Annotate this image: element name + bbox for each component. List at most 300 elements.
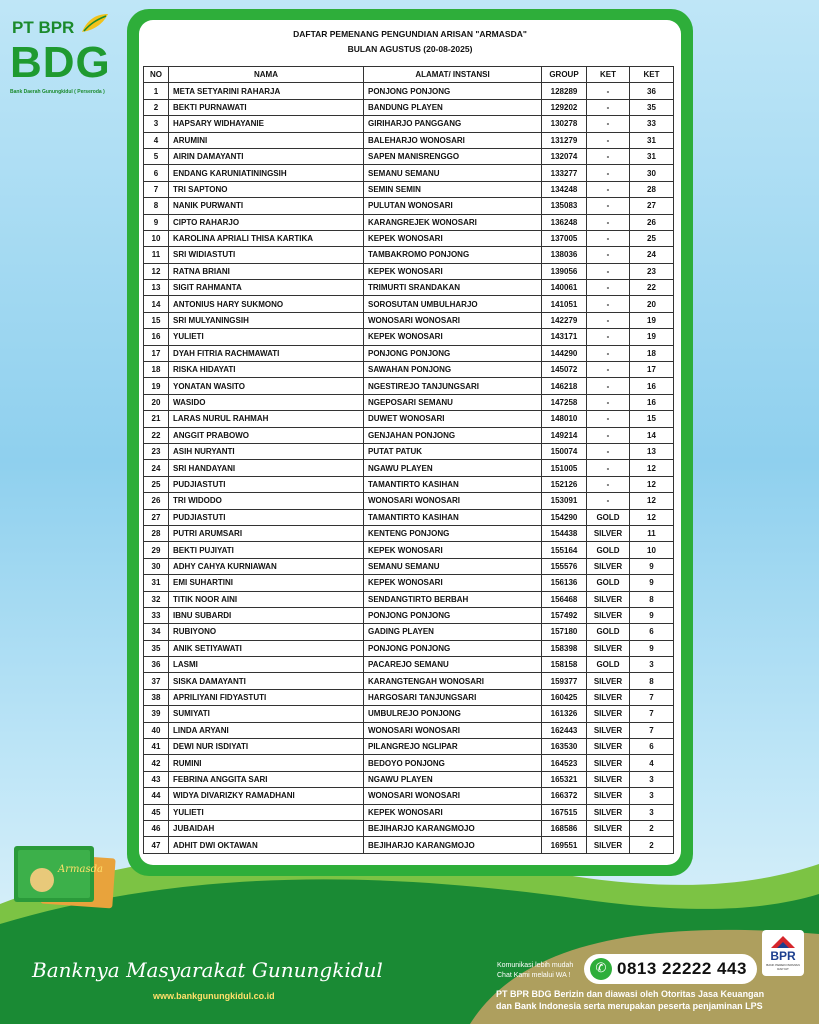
cell-ket: - <box>587 296 630 312</box>
cell-no: 14 <box>144 296 169 312</box>
cell-ket-2: 24 <box>630 247 674 263</box>
cell-alamat: PUTAT PATUK <box>364 443 542 459</box>
cell-ket: SILVER <box>587 558 630 574</box>
cell-ket: - <box>587 116 630 132</box>
table-row <box>144 657 674 673</box>
legal-line-2: dan Bank Indonesia serta merupakan peserta penjaminan LPS <box>496 1001 763 1011</box>
cell-nama: YULIETI <box>169 804 364 820</box>
cell-alamat: KARANGTENGAH WONOSARI <box>364 673 542 689</box>
cell-ket: SILVER <box>587 706 630 722</box>
table-row <box>144 575 674 591</box>
cell-ket-2: 2 <box>630 820 674 836</box>
cell-ket: - <box>587 394 630 410</box>
header-group: GROUP <box>542 67 587 83</box>
cell-ket: - <box>587 99 630 115</box>
whatsapp-invite-line-1: Komunikasi lebih mudah <box>497 962 574 969</box>
cell-ket: SILVER <box>587 755 630 771</box>
bpr-logo-subtext: BANK PEREKONOMIAN RAKYAT <box>766 963 800 971</box>
cell-ket-2: 9 <box>630 558 674 574</box>
table-row <box>144 788 674 804</box>
cell-nama: SRI HANDAYANI <box>169 460 364 476</box>
table-row <box>144 443 674 459</box>
cell-ket-2: 14 <box>630 427 674 443</box>
cell-no: 13 <box>144 280 169 296</box>
cell-nama: SRI MULYANINGSIH <box>169 312 364 328</box>
cell-no: 33 <box>144 607 169 623</box>
table-row <box>144 345 674 361</box>
table-row <box>144 181 674 197</box>
cell-no: 28 <box>144 525 169 541</box>
table-row <box>144 755 674 771</box>
cell-nama: META SETYARINI RAHARJA <box>169 83 364 99</box>
cell-no: 5 <box>144 148 169 164</box>
cell-nama: BEKTI PUJIYATI <box>169 542 364 558</box>
table-row <box>144 722 674 738</box>
table-row <box>144 247 674 263</box>
cell-ket: - <box>587 427 630 443</box>
cell-no: 18 <box>144 362 169 378</box>
cell-nama: APRILIYANI FIDYASTUTI <box>169 689 364 705</box>
bpr-logo-text: BPR <box>770 949 796 963</box>
cell-ket-2: 20 <box>630 296 674 312</box>
cell-alamat: BEDOYO PONJONG <box>364 755 542 771</box>
cell-group: 157180 <box>542 624 587 640</box>
table-row <box>144 804 674 820</box>
table-row <box>144 132 674 148</box>
cell-ket-2: 35 <box>630 99 674 115</box>
whatsapp-icon: ✆ <box>590 958 612 980</box>
cell-ket: - <box>587 280 630 296</box>
cell-ket: GOLD <box>587 509 630 525</box>
cell-ket-2: 13 <box>630 443 674 459</box>
cell-group: 158158 <box>542 657 587 673</box>
armasda-brochure-image <box>12 842 122 912</box>
cell-ket: - <box>587 181 630 197</box>
cell-group: 161326 <box>542 706 587 722</box>
cell-ket-2: 15 <box>630 411 674 427</box>
header-no: NO <box>144 67 169 83</box>
cell-no: 39 <box>144 706 169 722</box>
cell-nama: TRI WIDODO <box>169 493 364 509</box>
table-row <box>144 591 674 607</box>
cell-alamat: PONJONG PONJONG <box>364 345 542 361</box>
table-row <box>144 116 674 132</box>
cell-ket-2: 31 <box>630 148 674 164</box>
cell-group: 158398 <box>542 640 587 656</box>
cell-group: 133277 <box>542 165 587 181</box>
cell-alamat: NGAWU PLAYEN <box>364 460 542 476</box>
table-row <box>144 378 674 394</box>
cell-alamat: SEMANU SEMANU <box>364 558 542 574</box>
footer-website-link[interactable]: www.bankgunungkidul.co.id <box>153 991 275 1001</box>
cell-no: 36 <box>144 657 169 673</box>
cell-alamat: BEJIHARJO KARANGMOJO <box>364 837 542 853</box>
cell-alamat: TAMBAKROMO PONJONG <box>364 247 542 263</box>
cell-ket-2: 10 <box>630 542 674 558</box>
cell-group: 148010 <box>542 411 587 427</box>
cell-ket-2: 16 <box>630 394 674 410</box>
cell-group: 167515 <box>542 804 587 820</box>
cell-nama: RUBIYONO <box>169 624 364 640</box>
table-row <box>144 640 674 656</box>
table-row <box>144 83 674 99</box>
table-row <box>144 427 674 443</box>
cell-no: 34 <box>144 624 169 640</box>
cell-ket-2: 17 <box>630 362 674 378</box>
cell-ket: GOLD <box>587 542 630 558</box>
cell-no: 47 <box>144 837 169 853</box>
cell-alamat: KEPEK WONOSARI <box>364 575 542 591</box>
cell-group: 155576 <box>542 558 587 574</box>
cell-nama: LASMI <box>169 657 364 673</box>
cell-ket-2: 27 <box>630 198 674 214</box>
logo-tagline: Bank Daerah Gunungkidul ( Perseroda ) <box>10 89 105 95</box>
cell-group: 142279 <box>542 312 587 328</box>
cell-nama: LINDA ARYANI <box>169 722 364 738</box>
cell-nama: WIDYA DIVARIZKY RAMADHANI <box>169 788 364 804</box>
cell-nama: NANIK PURWANTI <box>169 198 364 214</box>
cell-alamat: BALEHARJO WONOSARI <box>364 132 542 148</box>
cell-group: 169551 <box>542 837 587 853</box>
cell-ket: SILVER <box>587 689 630 705</box>
cell-no: 43 <box>144 771 169 787</box>
table-row <box>144 198 674 214</box>
cell-alamat: PACAREJO SEMANU <box>364 657 542 673</box>
cell-nama: JUBAIDAH <box>169 820 364 836</box>
cell-alamat: WONOSARI WONOSARI <box>364 493 542 509</box>
cell-ket-2: 16 <box>630 378 674 394</box>
cell-nama: CIPTO RAHARJO <box>169 214 364 230</box>
cell-alamat: BEJIHARJO KARANGMOJO <box>364 820 542 836</box>
cell-group: 132074 <box>542 148 587 164</box>
cell-ket-2: 12 <box>630 509 674 525</box>
cell-ket: - <box>587 345 630 361</box>
cell-ket: - <box>587 132 630 148</box>
cell-alamat: GIRIHARJO PANGGANG <box>364 116 542 132</box>
cell-ket-2: 36 <box>630 83 674 99</box>
cell-group: 149214 <box>542 427 587 443</box>
winners-table <box>143 66 674 854</box>
cell-group: 141051 <box>542 296 587 312</box>
cell-ket: - <box>587 165 630 181</box>
cell-alamat: GADING PLAYEN <box>364 624 542 640</box>
cell-nama: EMI SUHARTINI <box>169 575 364 591</box>
cell-group: 159377 <box>542 673 587 689</box>
cell-nama: YULIETI <box>169 329 364 345</box>
table-row <box>144 362 674 378</box>
cell-alamat: KEPEK WONOSARI <box>364 804 542 820</box>
cell-ket: SILVER <box>587 673 630 689</box>
cell-no: 20 <box>144 394 169 410</box>
cell-no: 11 <box>144 247 169 263</box>
table-body <box>144 83 674 853</box>
cell-nama: BEKTI PURNAWATI <box>169 99 364 115</box>
cell-alamat: PONJONG PONJONG <box>364 640 542 656</box>
cell-no: 7 <box>144 181 169 197</box>
cell-nama: RATNA BRIANI <box>169 263 364 279</box>
cell-no: 38 <box>144 689 169 705</box>
cell-nama: ENDANG KARUNIATININGSIH <box>169 165 364 181</box>
cell-nama: LARAS NURUL RAHMAH <box>169 411 364 427</box>
cell-no: 32 <box>144 591 169 607</box>
cell-nama: IBNU SUBARDI <box>169 607 364 623</box>
table-row <box>144 296 674 312</box>
cell-alamat: KEPEK WONOSARI <box>364 329 542 345</box>
cell-group: 164523 <box>542 755 587 771</box>
cell-ket: - <box>587 263 630 279</box>
cell-no: 26 <box>144 493 169 509</box>
cell-ket-2: 30 <box>630 165 674 181</box>
cell-ket-2: 6 <box>630 739 674 755</box>
cell-ket: - <box>587 148 630 164</box>
cell-no: 9 <box>144 214 169 230</box>
cell-group: 139056 <box>542 263 587 279</box>
document-title <box>139 27 681 57</box>
cell-no: 15 <box>144 312 169 328</box>
cell-nama: ANGGIT PRABOWO <box>169 427 364 443</box>
cell-alamat: KEPEK WONOSARI <box>364 230 542 246</box>
cell-no: 44 <box>144 788 169 804</box>
cell-nama: DYAH FITRIA RACHMAWATI <box>169 345 364 361</box>
cell-nama: WASIDO <box>169 394 364 410</box>
table-row <box>144 739 674 755</box>
cell-no: 21 <box>144 411 169 427</box>
table-row <box>144 673 674 689</box>
cell-ket-2: 7 <box>630 689 674 705</box>
cell-no: 45 <box>144 804 169 820</box>
table-row <box>144 460 674 476</box>
cell-alamat: KEPEK WONOSARI <box>364 263 542 279</box>
cell-group: 140061 <box>542 280 587 296</box>
cell-no: 40 <box>144 722 169 738</box>
cell-ket: - <box>587 83 630 99</box>
cell-ket: - <box>587 198 630 214</box>
cell-ket-2: 3 <box>630 657 674 673</box>
logo-bdg-text: BDG <box>10 38 111 87</box>
cell-ket: SILVER <box>587 640 630 656</box>
cell-ket-2: 31 <box>630 132 674 148</box>
table-row <box>144 837 674 853</box>
cell-ket-2: 8 <box>630 673 674 689</box>
cell-nama: PUDJIASTUTI <box>169 509 364 525</box>
table-row <box>144 820 674 836</box>
cell-nama: RISKA HIDAYATI <box>169 362 364 378</box>
cell-no: 19 <box>144 378 169 394</box>
cell-group: 134248 <box>542 181 587 197</box>
cell-ket: SILVER <box>587 722 630 738</box>
cell-no: 17 <box>144 345 169 361</box>
cell-ket-2: 33 <box>630 116 674 132</box>
table-row <box>144 607 674 623</box>
cell-ket: - <box>587 460 630 476</box>
cell-alamat: PONJONG PONJONG <box>364 607 542 623</box>
cell-group: 147258 <box>542 394 587 410</box>
cell-ket: GOLD <box>587 657 630 673</box>
cell-alamat: GENJAHAN PONJONG <box>364 427 542 443</box>
cell-group: 153091 <box>542 493 587 509</box>
cell-alamat: SEMANU SEMANU <box>364 165 542 181</box>
title-line-2: BULAN AGUSTUS (20-08-2025) <box>347 44 473 54</box>
cell-ket-2: 18 <box>630 345 674 361</box>
cell-group: 128289 <box>542 83 587 99</box>
table-row <box>144 525 674 541</box>
cell-group: 137005 <box>542 230 587 246</box>
cell-ket: - <box>587 230 630 246</box>
cell-group: 156136 <box>542 575 587 591</box>
cell-group: 145072 <box>542 362 587 378</box>
cell-alamat: SEMIN SEMIN <box>364 181 542 197</box>
cell-ket: GOLD <box>587 624 630 640</box>
cell-group: 131279 <box>542 132 587 148</box>
cell-ket-2: 7 <box>630 722 674 738</box>
cell-alamat: SAWAHAN PONJONG <box>364 362 542 378</box>
cell-group: 160425 <box>542 689 587 705</box>
cell-alamat: KARANGREJEK WONOSARI <box>364 214 542 230</box>
cell-ket-2: 9 <box>630 607 674 623</box>
cell-alamat: TRIMURTI SRANDAKAN <box>364 280 542 296</box>
cell-alamat: NGAWU PLAYEN <box>364 771 542 787</box>
header-nama: NAMA <box>169 67 364 83</box>
cell-no: 16 <box>144 329 169 345</box>
cell-ket: - <box>587 329 630 345</box>
cell-no: 46 <box>144 820 169 836</box>
cell-no: 35 <box>144 640 169 656</box>
cell-ket-2: 28 <box>630 181 674 197</box>
cell-nama: ADHIT DWI OKTAWAN <box>169 837 364 853</box>
table-row <box>144 148 674 164</box>
cell-group: 135083 <box>542 198 587 214</box>
cell-ket: - <box>587 411 630 427</box>
title-line-1: DAFTAR PEMENANG PENGUNDIAN ARISAN "ARMASDA" <box>293 29 527 39</box>
cell-alamat: SENDANGTIRTO BERBAH <box>364 591 542 607</box>
table-row <box>144 411 674 427</box>
cell-ket-2: 19 <box>630 329 674 345</box>
cell-nama: PUTRI ARUMSARI <box>169 525 364 541</box>
bank-logo <box>10 10 110 95</box>
cell-ket: SILVER <box>587 804 630 820</box>
cell-no: 41 <box>144 739 169 755</box>
cell-ket: SILVER <box>587 837 630 853</box>
cell-nama: ANTONIUS HARY SUKMONO <box>169 296 364 312</box>
cell-ket: SILVER <box>587 788 630 804</box>
cell-ket: SILVER <box>587 591 630 607</box>
table-row <box>144 689 674 705</box>
legal-notice <box>496 988 764 1012</box>
cell-no: 12 <box>144 263 169 279</box>
cell-group: 129202 <box>542 99 587 115</box>
cell-ket-2: 11 <box>630 525 674 541</box>
cell-group: 168586 <box>542 820 587 836</box>
cell-group: 150074 <box>542 443 587 459</box>
cell-ket: - <box>587 214 630 230</box>
leaf-icon <box>80 12 110 34</box>
cell-group: 152126 <box>542 476 587 492</box>
cell-alamat: DUWET WONOSARI <box>364 411 542 427</box>
cell-ket-2: 7 <box>630 706 674 722</box>
cell-ket: SILVER <box>587 739 630 755</box>
cell-no: 6 <box>144 165 169 181</box>
cell-alamat: SAPEN MANISRENGGO <box>364 148 542 164</box>
cell-no: 1 <box>144 83 169 99</box>
cell-nama: HAPSARY WIDHAYANIE <box>169 116 364 132</box>
cell-ket-2: 26 <box>630 214 674 230</box>
cell-alamat: SOROSUTAN UMBULHARJO <box>364 296 542 312</box>
cell-nama: AIRIN DAMAYANTI <box>169 148 364 164</box>
cell-group: 163530 <box>542 739 587 755</box>
cell-nama: RUMINI <box>169 755 364 771</box>
cell-group: 157492 <box>542 607 587 623</box>
cell-no: 30 <box>144 558 169 574</box>
table-row <box>144 624 674 640</box>
cell-group: 138036 <box>542 247 587 263</box>
cell-ket-2: 8 <box>630 591 674 607</box>
cell-ket-2: 9 <box>630 640 674 656</box>
bpr-flag-icon <box>762 932 804 950</box>
cell-no: 10 <box>144 230 169 246</box>
cell-group: 146218 <box>542 378 587 394</box>
table-row <box>144 771 674 787</box>
cell-no: 27 <box>144 509 169 525</box>
cell-ket-2: 25 <box>630 230 674 246</box>
cell-nama: ANIK SETIYAWATI <box>169 640 364 656</box>
cell-ket: - <box>587 247 630 263</box>
cell-alamat: WONOSARI WONOSARI <box>364 788 542 804</box>
cell-group: 143171 <box>542 329 587 345</box>
legal-line-1: PT BPR BDG Berizin dan diawasi oleh Otoritas Jasa Keuangan <box>496 989 765 999</box>
cell-alamat: KEPEK WONOSARI <box>364 542 542 558</box>
cell-group: 136248 <box>542 214 587 230</box>
cell-ket-2: 23 <box>630 263 674 279</box>
cell-ket: GOLD <box>587 575 630 591</box>
cell-ket: SILVER <box>587 607 630 623</box>
cell-no: 4 <box>144 132 169 148</box>
table-row <box>144 476 674 492</box>
cell-alamat: UMBULREJO PONJONG <box>364 706 542 722</box>
whatsapp-number[interactable]: 0813 22222 443 <box>617 959 747 978</box>
cell-alamat: TAMANTIRTO KASIHAN <box>364 476 542 492</box>
cell-group: 130278 <box>542 116 587 132</box>
cell-ket-2: 12 <box>630 460 674 476</box>
cell-group: 151005 <box>542 460 587 476</box>
cell-group: 166372 <box>542 788 587 804</box>
cell-alamat: WONOSARI WONOSARI <box>364 722 542 738</box>
cell-ket-2: 6 <box>630 624 674 640</box>
table-row <box>144 263 674 279</box>
cell-nama: ADHY CAHYA KURNIAWAN <box>169 558 364 574</box>
cell-nama: SRI WIDIASTUTI <box>169 247 364 263</box>
cell-ket-2: 3 <box>630 804 674 820</box>
table-row <box>144 509 674 525</box>
cell-ket-2: 2 <box>630 837 674 853</box>
cell-alamat: BANDUNG PLAYEN <box>364 99 542 115</box>
cell-ket-2: 9 <box>630 575 674 591</box>
cell-nama: SUMIYATI <box>169 706 364 722</box>
table-row <box>144 493 674 509</box>
cell-nama: DEWI NUR ISDIYATI <box>169 739 364 755</box>
table-row <box>144 706 674 722</box>
cell-ket-2: 3 <box>630 788 674 804</box>
cell-nama: FEBRINA ANGGITA SARI <box>169 771 364 787</box>
cell-ket: SILVER <box>587 771 630 787</box>
table-header-row <box>144 67 674 83</box>
cell-alamat: NGEPOSARI SEMANU <box>364 394 542 410</box>
cell-no: 31 <box>144 575 169 591</box>
cell-alamat: TAMANTIRTO KASIHAN <box>364 509 542 525</box>
brochure-label: Armasda <box>58 864 103 875</box>
cell-nama: ASIH NURYANTI <box>169 443 364 459</box>
table-row <box>144 312 674 328</box>
cell-no: 25 <box>144 476 169 492</box>
